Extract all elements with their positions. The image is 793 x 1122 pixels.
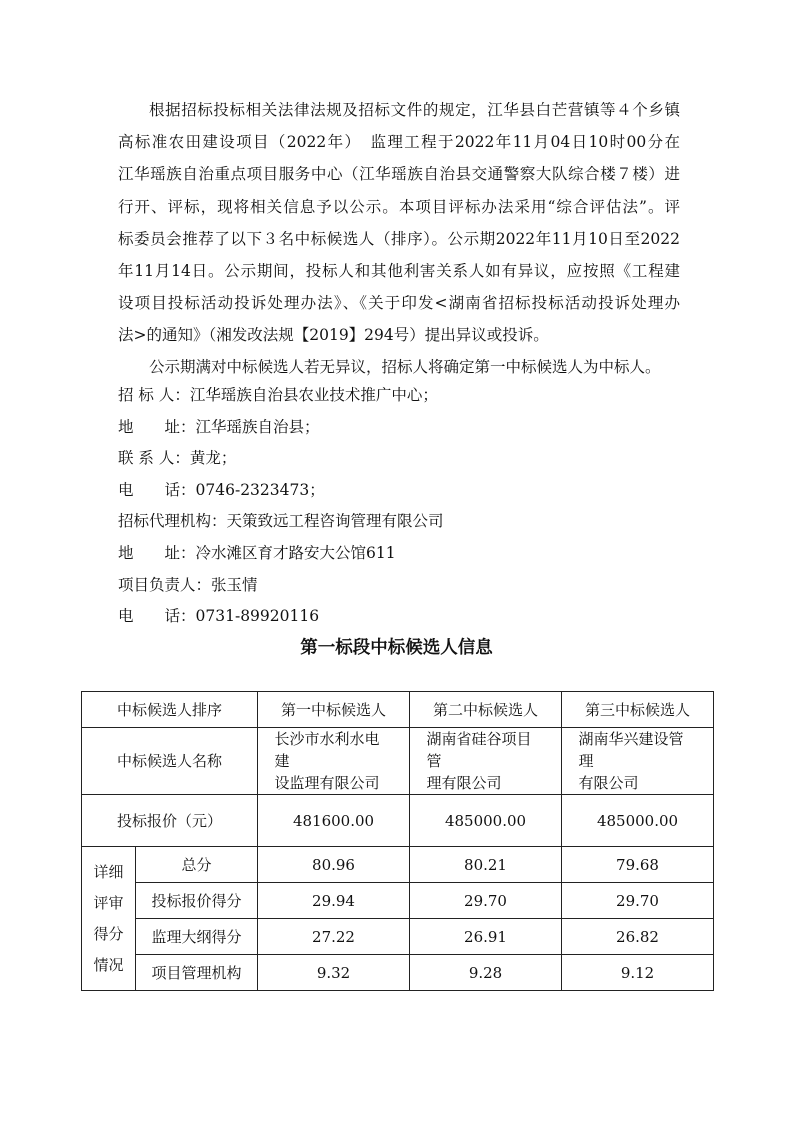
name-line: 湖南华兴建设管理: [578, 730, 684, 770]
score-label: 投标报价得分: [136, 883, 258, 919]
intro-paragraph: [118, 94, 680, 352]
name-line: 设监理有限公司: [274, 774, 380, 792]
table-row-price: [82, 795, 714, 847]
score-cell: 26.91: [410, 919, 562, 955]
contact-value: 黄龙；: [189, 449, 237, 468]
contact-label: 电 话：: [118, 480, 196, 499]
contact-label: 电 话：: [118, 607, 196, 626]
contact-block: [118, 380, 718, 633]
contact-value: 江华瑶族自治县；: [195, 417, 320, 436]
intro-line: 标委员会推荐了以下３名中标候选人（排序）。公示期2022年11月10日至2022: [118, 229, 680, 248]
price-cell: 485000.00: [562, 795, 714, 847]
contact-label: 招 标 人：: [118, 386, 190, 404]
contact-value: 0746-2323473；: [195, 480, 325, 499]
contact-row-project-lead: [118, 570, 718, 602]
candidate-table: [81, 691, 714, 991]
rank-header: 中标候选人排序: [82, 692, 258, 728]
name-cell: [562, 728, 714, 795]
name-line: 理有限公司: [426, 774, 502, 792]
detail-header-line: 详细: [93, 862, 124, 881]
detail-header-line: 情况: [93, 955, 124, 974]
contact-label: 地 址：: [118, 417, 196, 436]
contact-row-phone: [118, 475, 718, 507]
score-cell: 29.70: [562, 883, 714, 919]
rank-cell: 第三中标候选人: [562, 692, 714, 728]
score-cell: 27.22: [258, 919, 410, 955]
table-row-rank: [82, 692, 714, 728]
intro-line: 高标准农田建设项目（2022年） 监理工程于2022年11月04日10时00分在: [118, 133, 680, 152]
contact-label: 地 址：: [118, 543, 196, 562]
contact-label: 项目负责人：: [118, 575, 212, 594]
table-row-score: [82, 847, 714, 883]
contact-row-agency: [118, 506, 718, 538]
score-label: 项目管理机构: [136, 955, 258, 991]
name-header: 中标候选人名称: [82, 728, 258, 795]
contact-value: 0731-89920116: [195, 607, 320, 626]
contact-value: 江华瑶族自治县农业技术推广中心；: [189, 386, 438, 404]
contact-value: 张玉情: [211, 575, 258, 594]
notice-text: 公示期满对中标候选人若无异议，招标人将确定第一中标候选人为中标人。: [149, 358, 661, 376]
contact-value: 冷水滩区育才路安大公馆611: [195, 543, 396, 562]
table-row-name: [82, 728, 714, 795]
table-row-score: [82, 955, 714, 991]
contact-row-agency-address: [118, 538, 718, 570]
notice-paragraph: [118, 351, 718, 383]
name-line: 湖南省硅谷项目管: [426, 730, 532, 770]
score-cell: 80.96: [258, 847, 410, 883]
price-header: 投标报价（元）: [82, 795, 258, 847]
intro-line: 设项目投标活动投诉处理办法》、《关于印发<湖南省招标投标活动投诉处理办: [118, 294, 680, 313]
intro-line: 根据招标投标相关法律法规及招标文件的规定，江华县白芒营镇等４个乡镇: [149, 101, 680, 119]
contact-value: 天策致远工程咨询管理有限公司: [226, 512, 444, 531]
name-cell: [258, 728, 410, 795]
intro-line: 年11月14日。公示期间，投标人和其他利害关系人如有异议，应按照《工程建: [118, 261, 680, 280]
score-cell: 29.70: [410, 883, 562, 919]
contact-row-address: [118, 412, 718, 444]
score-label: 监理大纲得分: [136, 919, 258, 955]
contact-label: 联 系 人：: [118, 449, 190, 468]
contact-row-agency-phone: [118, 601, 718, 633]
table-row-score: [82, 883, 714, 919]
rank-cell: 第二中标候选人: [410, 692, 562, 728]
score-cell: 80.21: [410, 847, 562, 883]
table-row-score: [82, 919, 714, 955]
score-label: 总分: [136, 847, 258, 883]
score-cell: 29.94: [258, 883, 410, 919]
detail-header-line: 得分: [93, 924, 124, 943]
name-line: 有限公司: [578, 774, 639, 792]
intro-line: 行开、评标，现将相关信息予以公示。本项目评标办法采用“综合评估法”。评: [118, 197, 680, 216]
section-title: 第一标段中标候选人信息: [300, 638, 493, 658]
intro-line: 法>的通知》（湘发改法规【2019】294号）提出异议或投诉。: [118, 326, 549, 345]
name-line: 长沙市水利水电建: [274, 730, 380, 770]
name-cell: [410, 728, 562, 795]
detail-header: [82, 847, 136, 991]
score-cell: 26.82: [562, 919, 714, 955]
contact-row-contact-person: [118, 443, 718, 475]
score-cell: 9.32: [258, 955, 410, 991]
price-cell: 481600.00: [258, 795, 410, 847]
score-cell: 79.68: [562, 847, 714, 883]
detail-header-line: 评审: [93, 893, 124, 912]
contact-label: 招标代理机构：: [118, 512, 227, 531]
intro-line: 江华瑶族自治重点项目服务中心（江华瑶族自治县交通警察大队综合楼７楼）进: [118, 165, 680, 184]
rank-cell: 第一中标候选人: [258, 692, 410, 728]
score-cell: 9.28: [410, 955, 562, 991]
score-cell: 9.12: [562, 955, 714, 991]
contact-row-tenderer: [118, 380, 718, 412]
price-cell: 485000.00: [410, 795, 562, 847]
